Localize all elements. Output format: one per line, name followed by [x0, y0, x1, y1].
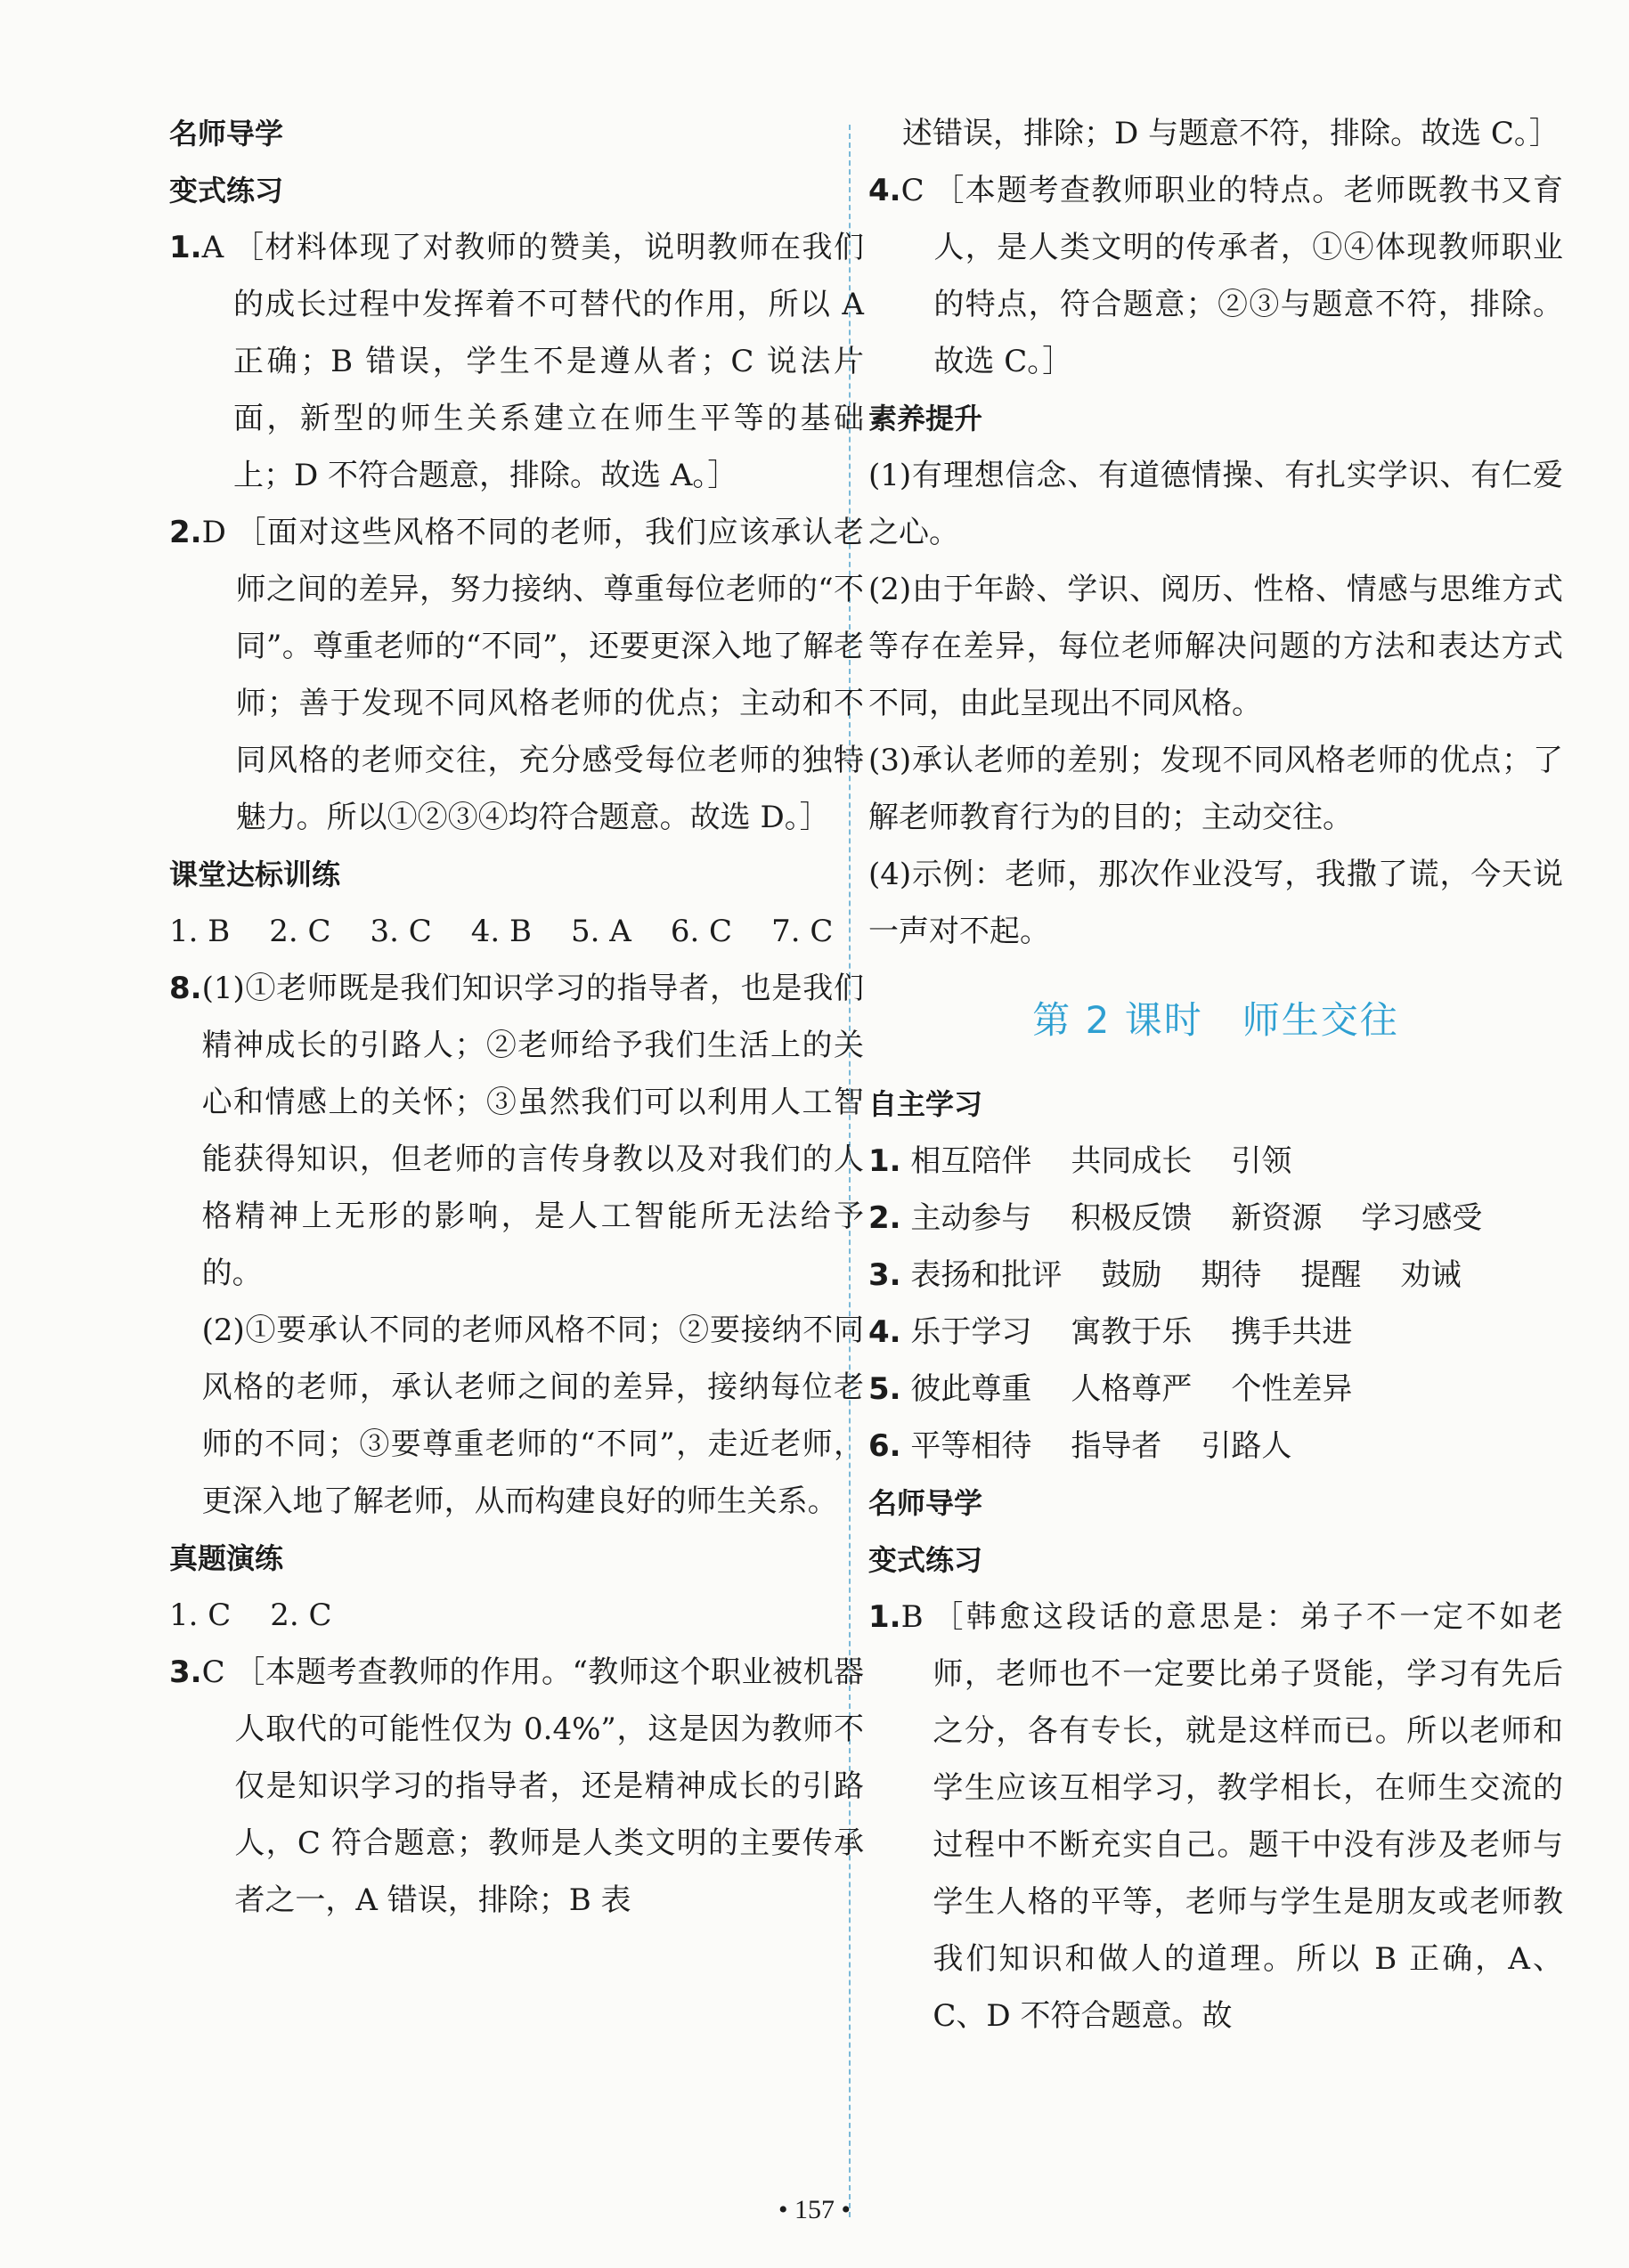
item-explanation: ［材料体现了对教师的赞美，说明教师在我们的成长过程中发挥着不可替代的作用，所以 A 正确；B 错误，学生不是遵从者；C 说法片面，新型的师生关系建立在师生平等的基础上；D 不符合题意，排除。故选 A。］ [232, 230, 864, 493]
item-8-part-1: (1)①老师既是我们知识学习的指导者，也是我们精神成长的引路人；②老师给予我们生活上的关心和情感上的关怀；③虽然我们可以利用人工智能获得知识，但老师的言传身教以及对我们的人格精神上无形的影响，是人工智能所无法给予的。 [201, 971, 864, 1291]
fill-answer: 主动参与 [910, 1200, 1032, 1236]
item-answer: C [201, 1654, 235, 1690]
section-heading-zizhu: 自主学习 [868, 1087, 983, 1121]
ketang-answer: 7. C [771, 914, 834, 949]
right-column [868, 105, 1563, 2044]
zizhu-line-6 [868, 1418, 1563, 1475]
zizhu-line-3 [868, 1247, 1563, 1304]
fill-answer: 个性差异 [1231, 1371, 1353, 1407]
zhenti-answers-row [169, 1587, 864, 1644]
fill-answer: 劝诫 [1400, 1257, 1462, 1293]
fill-answer: 平等相待 [910, 1428, 1032, 1464]
item-explanation [202, 960, 864, 1530]
suyang-answer-4: (4)示例：老师，那次作业没写，我撒了谎，今天说一声对不起。 [868, 857, 1563, 949]
item-number: 4. [868, 173, 901, 208]
left-column [169, 105, 864, 1929]
fill-answer: 期待 [1201, 1257, 1262, 1293]
fill-answer: 引领 [1231, 1143, 1292, 1179]
item-explanation: ［面对这些风格不同的老师，我们应该承认老师之间的差异，努力接纳、尊重每位老师的“不同”。尊重老师的“不同”，还要更深入地了解老师；善于发现不同风格老师的优点；主动和不同风格的老师交往，充分感受每位老师的独特魅力。所以①②③④均符合题意。故选 D。］ [235, 515, 864, 835]
fill-answer: 指导者 [1071, 1428, 1162, 1464]
item-number: 8. [169, 971, 202, 1006]
ketang-answer: 4. B [470, 914, 532, 949]
item-answer: B [900, 1599, 933, 1635]
fill-answer: 引路人 [1201, 1428, 1292, 1464]
answer-item-1-lesson2 [868, 1589, 1563, 2044]
fill-answer: 彼此尊重 [910, 1371, 1032, 1407]
item-number: 6. [868, 1428, 901, 1464]
answer-item-1 [169, 219, 864, 504]
section-heading-zhenti: 真题演练 [169, 1541, 284, 1575]
item-number: 1. [169, 230, 202, 265]
fill-answer: 提醒 [1300, 1257, 1362, 1293]
answer-item-3 [169, 1644, 864, 1929]
item-number: 1. [868, 1599, 901, 1635]
fill-answer: 乐于学习 [910, 1314, 1032, 1350]
fill-answer: 相互陪伴 [910, 1143, 1032, 1179]
ketang-answer: 3. C [370, 914, 432, 949]
ketang-answer: 2. C [269, 914, 331, 949]
answer-item-8 [169, 960, 864, 1530]
item-answer: C [900, 173, 934, 208]
ketang-answer: 5. A [571, 914, 631, 949]
zhenti-answer: 2. C [270, 1597, 332, 1633]
item-number: 3. [868, 1257, 901, 1293]
item-number: 4. [868, 1314, 901, 1350]
item-number: 2. [169, 515, 202, 550]
section-heading-bianshi-2: 变式练习 [868, 1543, 983, 1577]
answer-item-4 [868, 162, 1563, 390]
zizhu-line-1 [868, 1133, 1563, 1190]
section-heading-ketang: 课堂达标训练 [169, 858, 341, 891]
item-answer: A [201, 230, 233, 265]
fill-answer: 携手共进 [1231, 1314, 1353, 1350]
suyang-answer-1: (1)有理想信念、有道德情操、有扎实学识、有仁爱之心。 [868, 458, 1563, 550]
fill-answer: 积极反馈 [1071, 1200, 1193, 1236]
item-answer: D [201, 515, 236, 550]
fill-answer: 学习感受 [1361, 1200, 1483, 1236]
fill-answer: 鼓励 [1101, 1257, 1162, 1293]
item-number: 1. [868, 1143, 901, 1179]
continued-text: 述错误，排除；D 与题意不符，排除。故选 C。］ [902, 116, 1560, 151]
item-number: 5. [868, 1371, 901, 1407]
page-number: • 157 • [778, 2195, 851, 2224]
zizhu-line-4 [868, 1304, 1563, 1361]
item-number: 2. [868, 1200, 901, 1236]
lesson-title: 第 2 课时 师生交往 [1032, 998, 1399, 1042]
zizhu-line-5 [868, 1361, 1563, 1418]
section-heading-bianshi: 变式练习 [169, 174, 284, 207]
ketang-answer: 6. C [670, 914, 733, 949]
ketang-answer: 1. B [169, 914, 231, 949]
section-heading-suyang: 素养提升 [868, 402, 983, 435]
answer-item-2 [169, 504, 864, 846]
section-heading-mingshi-2: 名师导学 [868, 1486, 983, 1520]
item-explanation: ［本题考查教师的作用。“教师这个职业被机器人取代的可能性仅为 0.4%”，这是因为教师不仅是知识学习的指导者，还是精神成长的引路人，C 符合题意；教师是人类文明的主要传承者之一，A 错误，排除；B 表 [234, 1654, 864, 1918]
item-number: 3. [169, 1654, 202, 1690]
fill-answer: 寓教于乐 [1071, 1314, 1193, 1350]
zizhu-line-2 [868, 1190, 1563, 1247]
zhenti-answer: 1. C [169, 1597, 232, 1633]
fill-answer: 共同成长 [1071, 1143, 1193, 1179]
fill-answer: 人格尊严 [1071, 1371, 1193, 1407]
fill-answer: 表扬和批评 [910, 1257, 1063, 1293]
suyang-answer-3: (3)承认老师的差别；发现不同风格老师的优点；了解老师教育行为的目的；主动交往。 [868, 743, 1563, 835]
item-8-part-2: (2)①要承认不同的老师风格不同；②要接纳不同风格的老师，承认老师之间的差异，接纳每位老师的不同；③要尊重老师的“不同”，走近老师，更深入地了解老师，从而构建良好的师生关系。 [201, 1313, 864, 1519]
item-explanation: ［韩愈这段话的意思是：弟子不一定不如老师，老师也不一定要比弟子贤能，学习有先后之分，各有专长，就是这样而已。所以老师和学生应该互相学习，教学相长，在师生交流的过程中不断充实自己。题干中没有涉及老师与学生人格的平等，老师与学生是朋友或老师教我们知识和做人的道理。所以 B 正确，A、C、D 不符合题意。故 [933, 1599, 1563, 2034]
ketang-answers-row [169, 903, 864, 960]
item-explanation: ［本题考查教师职业的特点。老师既教书又育人，是人类文明的传承者，①④体现教师职业的特点，符合题意；②③与题意不符，排除。故选 C。］ [933, 173, 1563, 379]
section-heading-mingshi: 名师导学 [169, 117, 284, 150]
fill-answer: 新资源 [1231, 1200, 1323, 1236]
suyang-answer-2: (2)由于年龄、学识、阅历、性格、情感与思维方式等存在差异，每位老师解决问题的方法和表达方式不同，由此呈现出不同风格。 [868, 572, 1563, 721]
